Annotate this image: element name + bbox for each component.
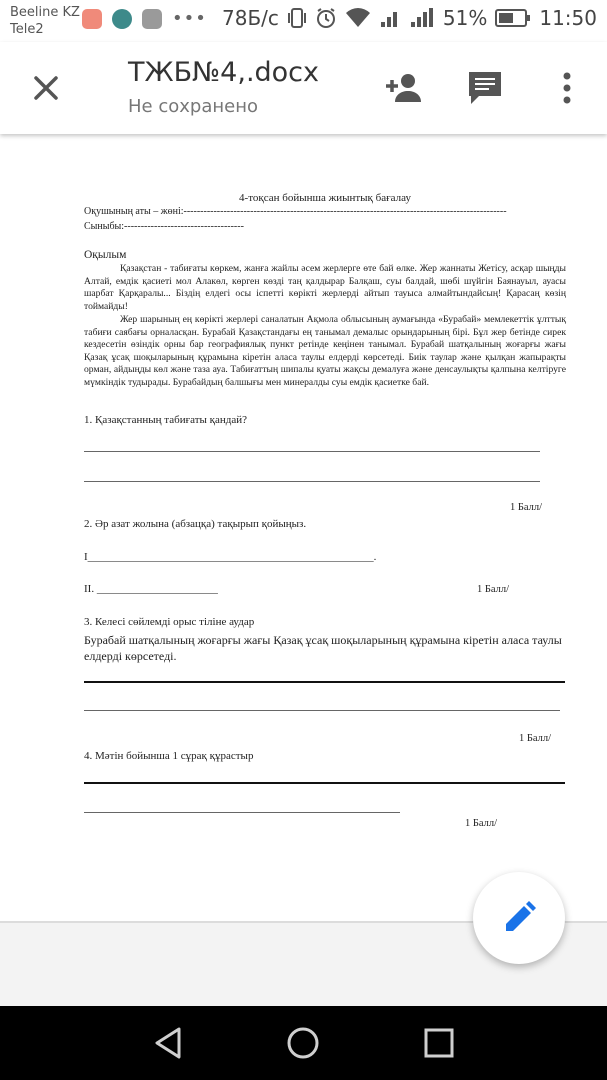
share-button[interactable]: [382, 66, 426, 110]
chat-notification-icon: [142, 9, 162, 29]
question-1-score: 1 Балл/: [510, 502, 543, 513]
edit-fab-button[interactable]: [473, 872, 565, 964]
status-right: [222, 6, 597, 30]
edit-pencil-icon: [501, 900, 537, 936]
add-person-icon: [382, 66, 426, 110]
signal-2-icon: [409, 7, 435, 29]
question-3: 3. Келесі сөйлемді орыс тіліне аудар: [84, 616, 255, 628]
more-vert-icon: [545, 66, 589, 110]
navigation-bar: [0, 1006, 607, 1080]
network-speed: 78Б/с: [222, 6, 279, 30]
app-bar: [0, 42, 607, 134]
close-icon: [22, 64, 70, 112]
recents-square-icon: [421, 1025, 457, 1061]
clock: 11:50: [539, 6, 597, 30]
battery-percent: 51%: [442, 6, 488, 30]
globe-notification-icon: [112, 9, 132, 29]
answer-line: [84, 812, 400, 813]
comment-icon: [463, 66, 507, 110]
recent-apps-button[interactable]: [421, 1025, 457, 1061]
answer-line: [84, 710, 560, 711]
comment-button[interactable]: [463, 66, 507, 110]
paragraph-2: Жер шарының ең көрікті жерлері саналатын Ақмола облысының аумағында «Бурабай» мемлекеттік ұлттық табиғи саябағы орналасқан. Бурабай Қазақстандағы ең танымал демалыс орындарының бірі. Бұл жер бетінде сирек кездесетін өзіндік орны бар географиялық пункт ретінде кеңінен танымал. Бурабай шатқалының жоғарғы жағы Қазақ ұсақ шоқыларының құрамына кіретін аласа таулы елдерді көрсетеді. Биік таулар және қылқан жапырақты орман, айдыңды көл және таза ауа. Табиғаттың шипалы қуаты жақсы демалуға және денсаулықты қалпына келтіруге мүмкіндік тудырады. Бурабайдың балшығы мен минералды суы емдік қасиетке бай.: [84, 314, 566, 388]
question-4: 4. Мәтін бойынша 1 сұрақ құрастыр: [84, 750, 254, 762]
more-notifications-icon: •••: [172, 8, 207, 29]
question-4-score: 1 Балл/: [465, 818, 498, 829]
question-1: 1. Қазақстанның табиғаты қандай?: [84, 414, 248, 426]
more-options-button[interactable]: [545, 66, 589, 110]
answer-line: [84, 681, 565, 683]
question-2-answer-2: II. ______________________: [84, 583, 218, 595]
signal-1-icon: [379, 7, 401, 29]
notification-icons: [82, 8, 207, 29]
document-title: ТЖБ№4,.docx: [128, 57, 320, 88]
carrier-1: Beeline KZ: [10, 5, 80, 20]
home-circle-icon: [285, 1025, 321, 1061]
answer-line: [84, 782, 565, 784]
mail-notification-icon: [82, 9, 102, 29]
answer-line: [84, 451, 540, 452]
class-field: Сыныбы:------------------------------------: [84, 221, 244, 232]
question-3-sentence: Бурабай шатқалының жоғарғы жағы Қазақ ұсақ шоқыларының құрамына кіретін аласа таулы елдерді көрсетеді.: [84, 633, 562, 663]
vibrate-icon: [287, 7, 307, 29]
back-triangle-icon: [151, 1025, 187, 1061]
back-button[interactable]: [151, 1025, 187, 1061]
document-heading: 4-тоқсан бойынша жиынтық бағалау: [239, 192, 411, 204]
wifi-icon: [345, 7, 371, 29]
carrier-2: Tele2: [10, 22, 44, 37]
alarm-icon: [315, 7, 337, 29]
section-title: Оқылым: [84, 249, 127, 261]
paragraph-1: Қазақстан - табиғаты көркем, жанға жайлы әсем жерлерге өте бай өлке. Жер жаннаты Жетісу, асқар шыңды Алтай, емдік қасиеті мол Алакөл, көрген көзді таң қалдырар Балқаш, суы балдай, шөбі шүйгін Баянауыл, ауасы шарбат Қарқаралы... Біздің елдегі осы іспетті көрікті жерлерді айтып тауыса алмайтындайсың! Қарасаң көзің тоймайды!: [84, 263, 566, 312]
battery-icon: [495, 8, 531, 28]
carrier-info: [10, 4, 80, 38]
question-2-score: 1 Балл/: [477, 584, 510, 595]
student-name-field: Оқушының аты – жөні:-------------------------------------------------------------------------------------------------: [84, 206, 507, 217]
question-3-score: 1 Балл/: [519, 733, 552, 744]
save-status: Не сохранено: [128, 96, 258, 117]
close-button[interactable]: [22, 64, 70, 112]
question-2: 2. Әр азат жолына (абзацқа) тақырып қойыңыз.: [84, 518, 307, 530]
status-bar: [0, 0, 607, 42]
answer-line: [84, 481, 540, 482]
question-2-answer-1: I____________________________________________________.: [84, 551, 377, 563]
home-button[interactable]: [285, 1025, 321, 1061]
